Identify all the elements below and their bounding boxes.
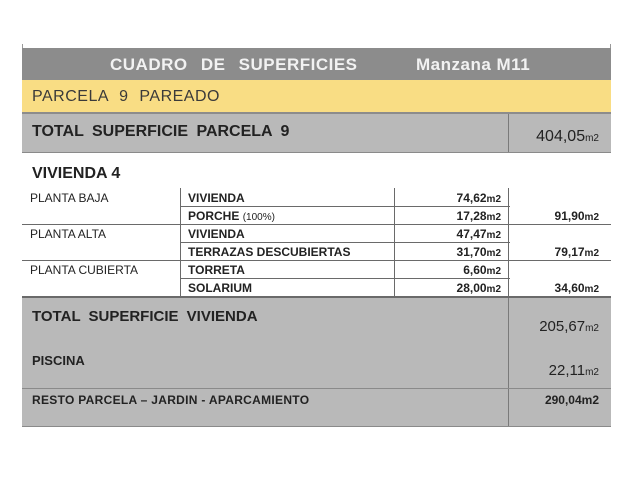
table-header xyxy=(22,48,611,80)
vivienda-title-row xyxy=(22,153,611,189)
planta-cubierta-value-1: 6,60m2 xyxy=(463,263,501,277)
planta-baja-value-1: 74,62m2 xyxy=(456,191,501,205)
planta-alta-subtotal: 79,17m2 xyxy=(554,245,599,259)
resto-value: 290,04m2 xyxy=(544,393,599,407)
total-parcela-value: 404,05m2 xyxy=(536,128,599,145)
planta-cubierta-subtotal: 34,60m2 xyxy=(554,281,599,295)
planta-alta-item-1: VIVIENDA xyxy=(188,227,245,241)
resto-label: RESTO PARCELA – JARDIN - APARCAMIENTO xyxy=(32,393,310,407)
planta-baja-item-1: VIVIENDA xyxy=(188,191,245,205)
parcela-label: PARCELA 9 PAREADO xyxy=(32,88,220,105)
piscina-value: 22,11m2 xyxy=(548,362,599,379)
table-location: Manzana M11 xyxy=(416,55,531,74)
total-parcela-label: TOTAL SUPERFICIE PARCELA 9 xyxy=(32,123,290,140)
planta-alta-label: PLANTA ALTA xyxy=(30,227,107,241)
planta-alta-value-1: 47,47m2 xyxy=(456,227,501,241)
surface-table xyxy=(22,44,611,428)
piscina-row xyxy=(22,340,611,389)
planta-cubierta-label: PLANTA CUBIERTA xyxy=(30,263,139,277)
piscina-label: PISCINA xyxy=(32,353,85,368)
planta-cubierta-value-2: 28,00m2 xyxy=(456,281,501,295)
table-title: CUADRO DE SUPERFICIES xyxy=(110,55,358,74)
total-parcela-row xyxy=(22,114,611,153)
total-vivienda-value: 205,67m2 xyxy=(539,318,599,335)
planta-baja-subtotal: 91,90m2 xyxy=(554,209,599,223)
planta-alta-value-2: 31,70m2 xyxy=(456,245,501,259)
total-vivienda-row xyxy=(22,296,611,341)
planta-alta-item-2: TERRAZAS DESCUBIERTAS xyxy=(188,245,351,259)
planta-baja-item-2: PORCHE (100%) xyxy=(188,209,275,223)
total-vivienda-label: TOTAL SUPERFICIE VIVIENDA xyxy=(32,308,258,325)
planta-cubierta-item-2: SOLARIUM xyxy=(188,281,252,295)
vivienda-breakdown xyxy=(22,188,611,296)
planta-cubierta-item-1: TORRETA xyxy=(188,263,245,277)
parcela-row xyxy=(22,80,611,114)
planta-baja-label: PLANTA BAJA xyxy=(30,191,109,205)
planta-baja-value-2: 17,28m2 xyxy=(456,209,501,223)
vivienda-title: VIVIENDA 4 xyxy=(32,165,121,182)
resto-row xyxy=(22,389,611,427)
